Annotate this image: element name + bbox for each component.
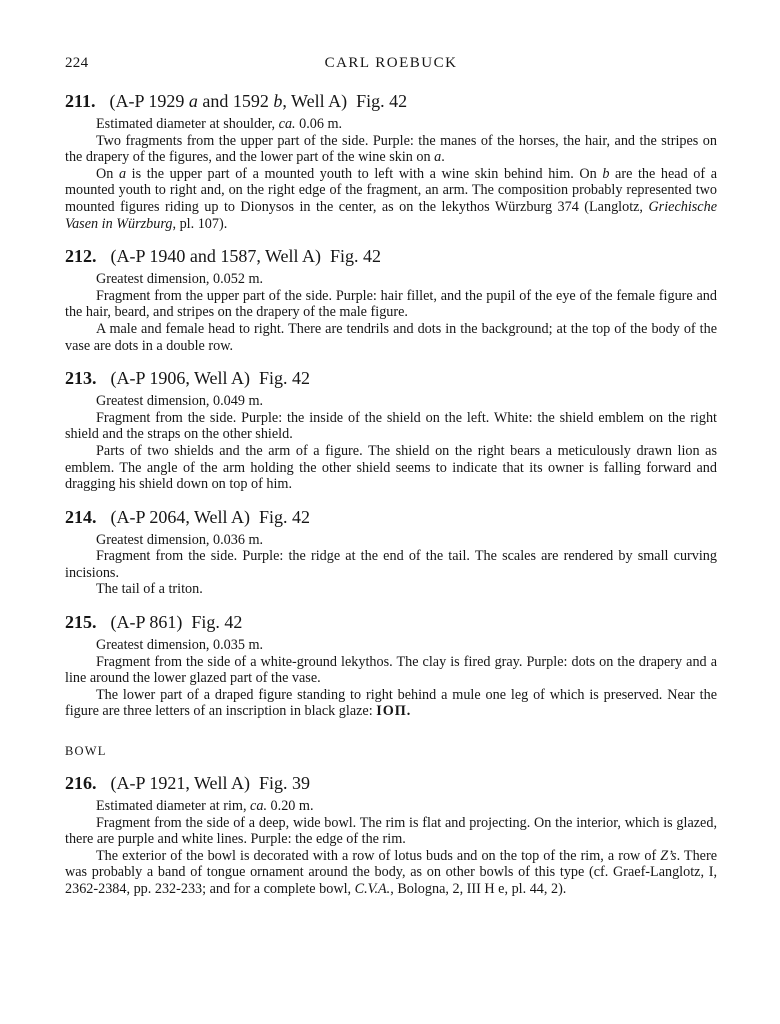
catalog-entry-211 [65, 90, 717, 232]
entry-heading [65, 367, 717, 389]
entry-figure-ref: Fig. 42 [191, 612, 243, 633]
entry-reference: (A-P 861) [110, 612, 183, 633]
entry-heading [65, 245, 717, 267]
entry-figure-ref: Fig. 42 [259, 368, 311, 389]
catalog-entry-213 [65, 367, 717, 493]
entry-description: Two fragments from the upper part of the side. Purple: the manes of the horses, the hair, and the stripes on the drapery of the figures, and the lower part of the wine skin on a. [65, 132, 717, 166]
catalog-entry-214 [65, 506, 717, 598]
entry-number: 216. [65, 773, 97, 794]
entry-number: 214. [65, 506, 97, 527]
running-title: CARL ROEBUCK [324, 55, 458, 71]
entry-reference: (A-P 1906, Well A) [110, 368, 251, 389]
entry-number: 212. [65, 246, 97, 267]
entry-interpretation: The tail of a triton. [96, 581, 203, 598]
page [65, 55, 717, 898]
entry-interpretation: The lower part of a draped figure standing to right behind a mule one leg of which is preserved. Near the figure are three letters of an inscription in black glaze: ΙΟΠ. [65, 686, 717, 720]
entry-figure-ref: Fig. 39 [259, 773, 311, 794]
entry-heading [65, 611, 717, 633]
entry-description: Fragment from the upper part of the side. Purple: hair fillet, and the pupil of the eye of the female figure and the hair, beard, and stripes on the drapery of the male figure. [65, 287, 717, 321]
entry-description: Fragment from the side of a white-ground lekythos. The clay is fired gray. Purple: dots on the drapery and a line around the lower glazed part of the vase. [65, 653, 717, 687]
page-number: 224 [65, 55, 89, 71]
entry-dimension: Estimated diameter at shoulder, ca. 0.06 m. [96, 116, 343, 132]
entry-figure-ref: Fig. 42 [356, 91, 408, 111]
catalog-entry-215 [65, 611, 717, 720]
entry-interpretation: On a is the upper part of a mounted youth to left with a wine skin behind him. On b are the head of a mounted youth to right and, on the right edge of the fragment, an arm. The composition probably represented two mounted figures riding up to Dionysos in the center, as on the lekythos Würzburg 374 (Langlotz, Griechische Vasen in Würzburg, pl. 107). [65, 165, 718, 232]
running-head [65, 55, 717, 77]
entry-number: 211. [65, 91, 96, 111]
entry-number: 215. [65, 612, 97, 633]
entry-heading [65, 90, 717, 112]
entry-figure-ref: Fig. 42 [259, 506, 311, 527]
entry-heading [65, 772, 717, 794]
entry-heading [65, 506, 717, 528]
entry-dimension: Greatest dimension, 0.052 m. [96, 271, 264, 288]
catalog-entry-212 [65, 245, 717, 354]
section-label-bowl: BOWL [65, 744, 107, 759]
entry-dimension: Greatest dimension, 0.036 m. [96, 531, 264, 548]
entry-reference: (A-P 1921, Well A) [110, 773, 251, 794]
entry-figure-ref: Fig. 42 [330, 246, 382, 267]
entry-dimension: Estimated diameter at rim, ca. 0.20 m. [96, 798, 314, 815]
entry-dimension: Greatest dimension, 0.035 m. [96, 637, 264, 654]
entry-reference: (A-P 2064, Well A) [110, 506, 251, 527]
entry-description: Fragment from the side of a deep, wide bowl. The rim is flat and projecting. On the interior, which is glazed, there are purple and white lines. Purple: the edge of the rim. [65, 814, 717, 848]
inscription-glyphs: ΙΟΠ. [376, 703, 412, 720]
entry-reference: (A-P 1929 a and 1592 b, Well A) [109, 91, 348, 111]
entry-interpretation: Parts of two shields and the arm of a figure. The shield on the right bears a meticulously drawn lion as emblem. The angle of the arm holding the other shield seems to indicate that its owner is falling forward and dragging his shield down on top of him. [65, 442, 717, 493]
entry-dimension: Greatest dimension, 0.049 m. [96, 393, 264, 410]
entry-description: Fragment from the side. Purple: the inside of the shield on the left. White: the shield emblem on the right shield and the straps on the other shield. [65, 409, 717, 443]
entry-reference: (A-P 1940 and 1587, Well A) [110, 246, 322, 267]
entry-interpretation: A male and female head to right. There are tendrils and dots in the background; at the top of the body of the vase are dots in a double row. [65, 320, 717, 354]
entry-interpretation: The exterior of the bowl is decorated with a row of lotus buds and on the top of the rim, a row of Z’s. There was probably a band of tongue ornament around the body, as on other bowls of this type (cf. Graef-Langlotz, I, 2362-2384, pp. 232-233; and for a complete bowl, C.V.A., Bologna, 2, III H e, pl. 44, 2). [65, 847, 717, 897]
catalog-entry-216 [65, 772, 717, 898]
entry-number: 213. [65, 368, 97, 389]
entry-description: Fragment from the side. Purple: the ridge at the end of the tail. The scales are rendered by small curving incisions. [65, 548, 717, 581]
